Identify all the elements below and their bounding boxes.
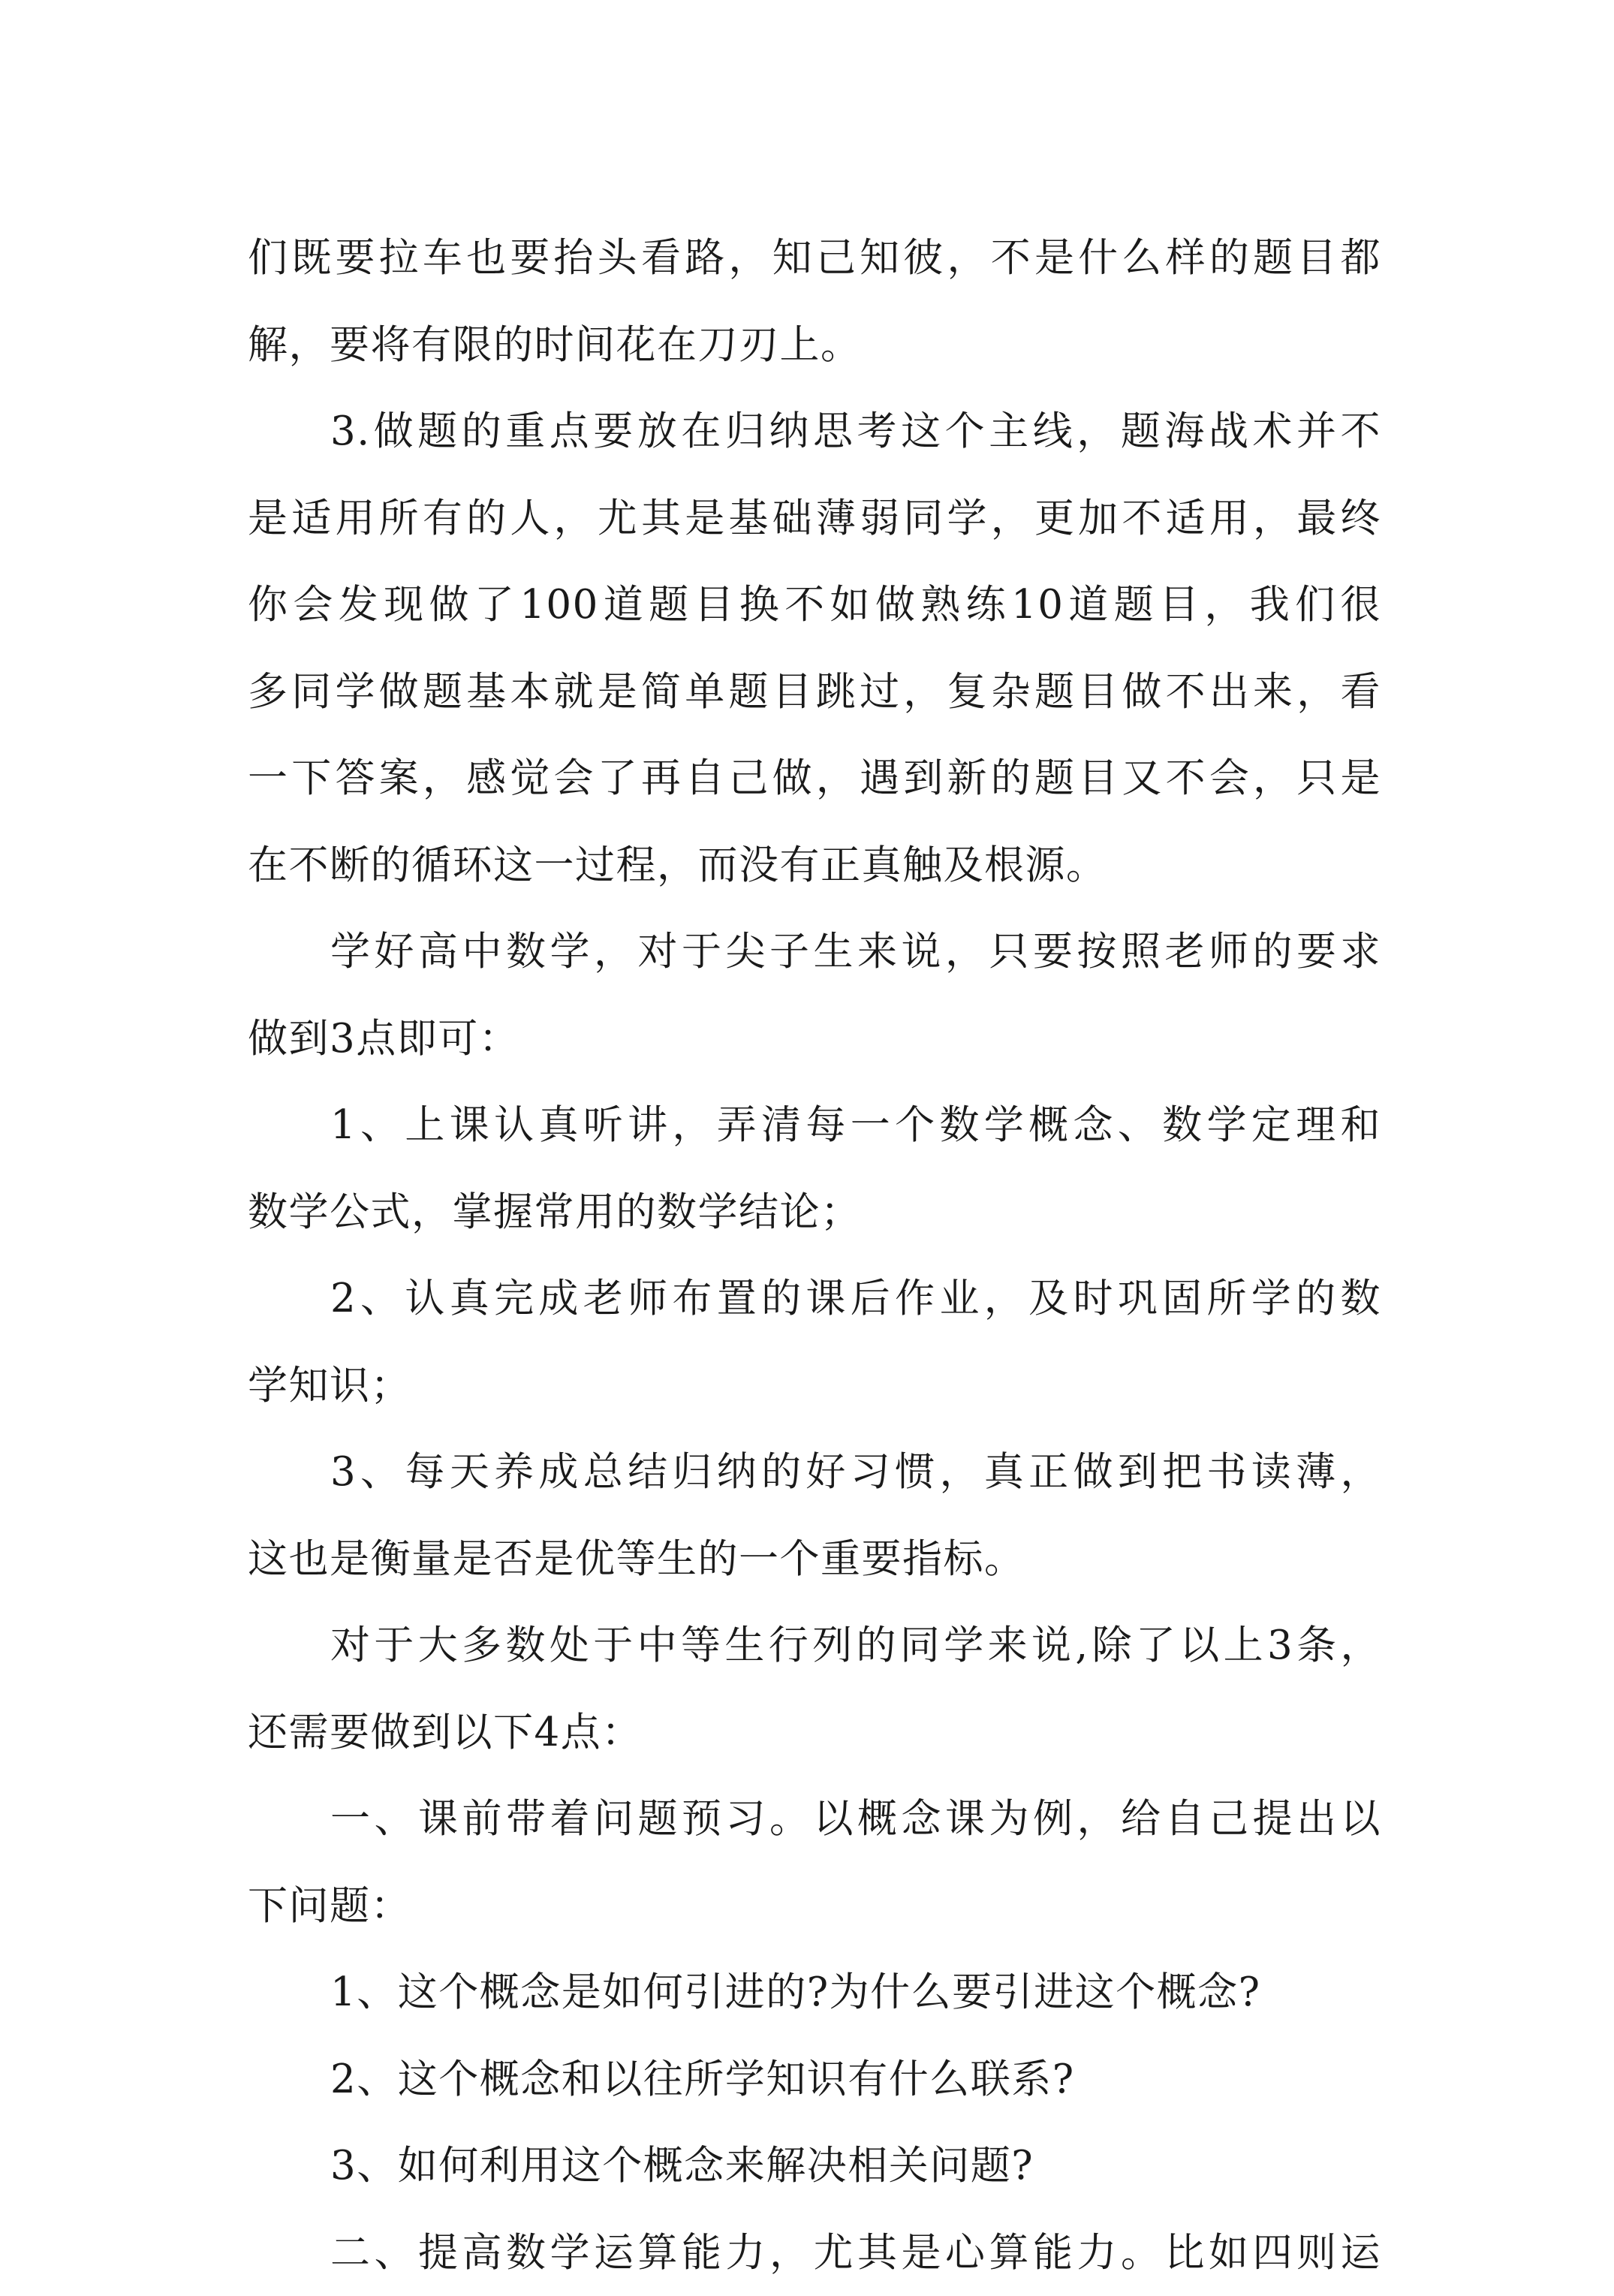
text-line: 1、这个概念是如何引进的?为什么要引进这个概念? <box>248 1949 1381 2036</box>
text-line: 3.做题的重点要放在归纳思考这个主线，题海战术并不 <box>248 388 1381 475</box>
text-line: 下问题： <box>248 1863 1381 1950</box>
text-line: 是适用所有的人，尤其是基础薄弱同学，更加不适用，最终 <box>248 475 1381 562</box>
text-line: 们既要拉车也要抬头看路，知己知彼，不是什么样的题目都 <box>248 215 1381 302</box>
text-line: 学好高中数学，对于尖子生来说，只要按照老师的要求 <box>248 908 1381 996</box>
text-line: 做到3点即可： <box>248 996 1381 1083</box>
text-line: 一、课前带着问题预习。以概念课为例，给自己提出以 <box>248 1776 1381 1863</box>
text-line: 对于大多数处于中等生行列的同学来说,除了以上3条， <box>248 1602 1381 1689</box>
text-line: 一下答案，感觉会了再自己做，遇到新的题目又不会，只是 <box>248 735 1381 822</box>
text-line: 还需要做到以下4点： <box>248 1689 1381 1776</box>
text-line: 2、认真完成老师布置的课后作业，及时巩固所学的数 <box>248 1255 1381 1342</box>
text-line: 解，要将有限的时间花在刀刃上。 <box>248 302 1381 389</box>
text-line: 3、如何利用这个概念来解决相关问题? <box>248 2123 1381 2210</box>
text-line: 多同学做题基本就是简单题目跳过，复杂题目做不出来，看 <box>248 649 1381 736</box>
text-line: 数学公式，掌握常用的数学结论； <box>248 1169 1381 1256</box>
text-line: 学知识； <box>248 1342 1381 1430</box>
text-line: 2、这个概念和以往所学知识有什么联系? <box>248 2036 1381 2123</box>
text-line: 二、提高数学运算能力，尤其是心算能力。比如四则运 <box>248 2210 1381 2296</box>
text-line: 在不断的循环这一过程，而没有正真触及根源。 <box>248 822 1381 909</box>
text-line: 1、上课认真听讲，弄清每一个数学概念、数学定理和 <box>248 1082 1381 1169</box>
text-line: 你会发现做了100道题目换不如做熟练10道题目，我们很 <box>248 562 1381 649</box>
text-line: 这也是衡量是否是优等生的一个重要指标。 <box>248 1516 1381 1603</box>
text-line: 3、每天养成总结归纳的好习惯，真正做到把书读薄， <box>248 1429 1381 1516</box>
body-text <box>248 215 1381 2296</box>
